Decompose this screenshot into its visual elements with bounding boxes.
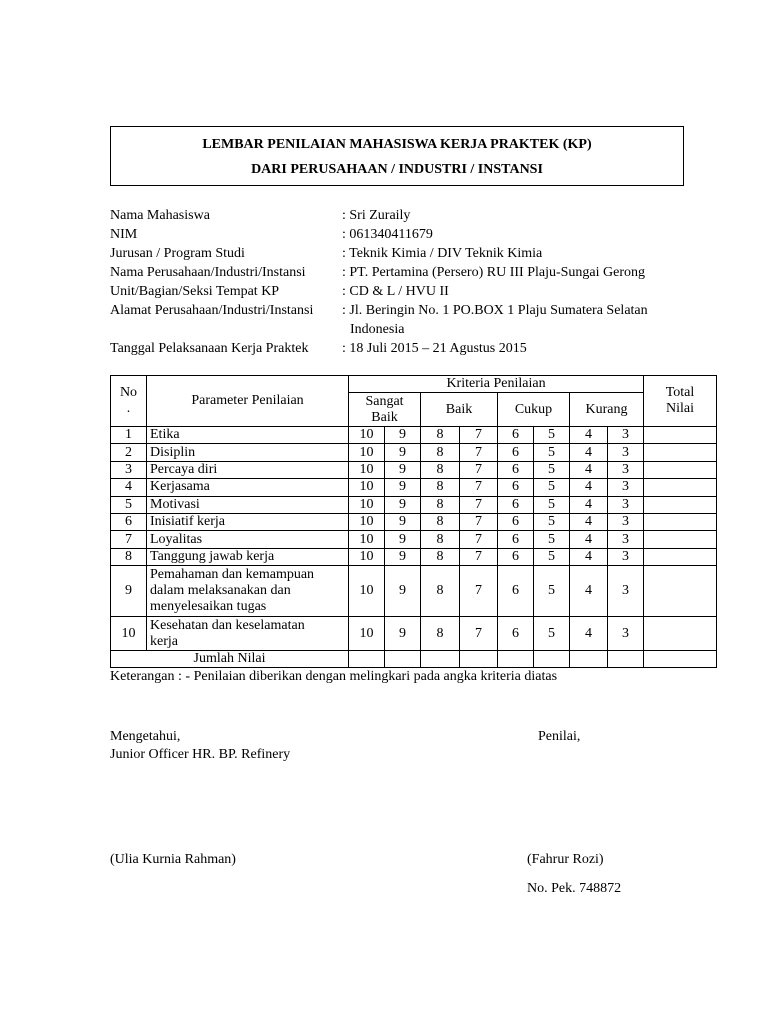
score-cell (460, 479, 498, 496)
total-cell (644, 513, 717, 530)
score-cell-text: 8 (436, 514, 444, 530)
row-parameter-text: Tanggung jawab kerja (150, 548, 275, 564)
info-value (342, 282, 710, 301)
score-cell (570, 479, 608, 496)
row-parameter (147, 496, 349, 513)
score-cell (608, 548, 644, 565)
total-cell (644, 461, 717, 478)
row-number (111, 427, 147, 444)
total-cell (644, 496, 717, 513)
row-number-text: 7 (125, 531, 132, 547)
row-number-text: 3 (125, 461, 132, 477)
row-parameter (147, 566, 349, 617)
row-parameter (147, 513, 349, 530)
score-cell (498, 479, 534, 496)
score-cell (608, 427, 644, 444)
title-line-1: LEMBAR PENILAIAN MAHASISWA KERJA PRAKTEK (KP) (202, 137, 592, 152)
info-value (342, 206, 710, 225)
score-cell-text: 4 (585, 514, 592, 530)
header-no (111, 376, 147, 427)
score-cell (421, 496, 460, 513)
total-cell (644, 548, 717, 565)
keterangan-note: Keterangan : - Penilaian diberikan dengan melingkari pada angka kriteria diatas (110, 669, 558, 684)
score-cell-text: 7 (475, 496, 482, 512)
info-row (110, 225, 710, 244)
score-cell-text: 7 (475, 531, 482, 547)
empty-cell (534, 651, 570, 668)
score-cell-text: 6 (512, 583, 519, 599)
score-cell-text: 5 (548, 531, 555, 547)
score-cell (608, 531, 644, 548)
score-cell (349, 496, 385, 513)
score-cell-text: 10 (359, 625, 374, 641)
score-cell (385, 617, 421, 651)
score-cell-text: 6 (512, 444, 519, 460)
signer-right-name: (Fahrur Rozi) (527, 852, 604, 867)
info-value-continuation: Indonesia (350, 322, 405, 337)
score-cell (534, 444, 570, 461)
row-parameter (147, 444, 349, 461)
row-number (111, 444, 147, 461)
score-cell (385, 548, 421, 565)
header-parameter-text: Parameter Penilaian (191, 393, 304, 408)
score-cell (534, 513, 570, 530)
info-row (110, 263, 710, 282)
score-cell (570, 531, 608, 548)
score-cell (349, 461, 385, 478)
score-cell-text: 7 (475, 514, 482, 530)
student-info (110, 206, 710, 358)
score-cell (498, 444, 534, 461)
row-parameter-text: Motivasi (150, 496, 200, 512)
row-number (111, 531, 147, 548)
table-row (111, 444, 717, 461)
score-cell (498, 461, 534, 478)
score-cell (498, 427, 534, 444)
score-cell-text: 8 (436, 461, 444, 477)
info-value-text: : Jl. Beringin No. 1 PO.BOX 1 Plaju Sumatera Selatan (342, 303, 648, 318)
row-number-text: 4 (125, 479, 132, 495)
score-cell (498, 548, 534, 565)
header-sangat-baik (349, 393, 421, 427)
empty-cell (421, 651, 460, 668)
score-cell (460, 513, 498, 530)
score-cell-text: 9 (399, 625, 406, 641)
score-cell-text: 8 (436, 531, 444, 547)
score-cell-text: 9 (399, 548, 406, 564)
jumlah-nilai-label-text: Jumlah Nilai (193, 651, 266, 667)
info-value-text: : 061340411679 (342, 227, 433, 242)
jabatan-label: Junior Officer HR. BP. Refinery (110, 747, 291, 762)
empty-cell (460, 651, 498, 668)
row-parameter-text: Loyalitas (150, 531, 203, 547)
score-cell-text: 10 (359, 583, 374, 599)
score-cell (460, 461, 498, 478)
score-cell (385, 444, 421, 461)
score-cell (349, 566, 385, 617)
title-box (110, 126, 684, 186)
score-cell-text: 9 (399, 496, 406, 512)
score-cell-text: 10 (359, 427, 374, 443)
score-cell-text: 4 (585, 427, 592, 443)
header-total (644, 376, 717, 427)
score-cell (421, 617, 460, 651)
score-cell-text: 5 (548, 583, 555, 599)
score-cell-text: 10 (359, 496, 374, 512)
total-cell (644, 444, 717, 461)
score-cell (460, 617, 498, 651)
score-cell (421, 548, 460, 565)
header-total-text: Nilai (666, 401, 695, 416)
row-parameter-text: Etika (150, 427, 180, 443)
signer-right-nopek: No. Pek. 748872 (527, 881, 622, 896)
score-cell-text: 9 (399, 479, 406, 495)
table-total-row (111, 651, 717, 668)
signer-left-name: (Ulia Kurnia Rahman) (110, 852, 236, 867)
score-cell-text: 7 (475, 625, 482, 641)
row-parameter (147, 531, 349, 548)
info-label: Alamat Perusahaan/Industri/Instansi (110, 303, 314, 318)
row-parameter-text: Kesehatan dan keselamatan (150, 617, 305, 633)
score-cell-text: 3 (622, 514, 629, 530)
empty-cell (644, 651, 717, 668)
score-cell-text: 4 (585, 548, 592, 564)
info-row (110, 206, 710, 225)
score-cell (534, 427, 570, 444)
score-cell-text: 8 (436, 583, 444, 599)
jumlah-nilai-label (111, 651, 349, 668)
row-number (111, 617, 147, 651)
score-cell-text: 9 (399, 461, 406, 477)
header-parameter (147, 376, 349, 427)
score-cell-text: 7 (475, 461, 482, 477)
info-label: Nama Mahasiswa (110, 208, 210, 223)
score-cell (421, 444, 460, 461)
score-cell (421, 513, 460, 530)
info-row (110, 339, 710, 358)
header-no-text: . (126, 401, 131, 416)
score-cell-text: 4 (585, 461, 592, 477)
total-cell (644, 566, 717, 617)
title-line-2: DARI PERUSAHAAN / INDUSTRI / INSTANSI (251, 162, 543, 177)
table-row (111, 513, 717, 530)
score-cell-text: 6 (512, 531, 519, 547)
score-cell (385, 513, 421, 530)
info-value (342, 263, 710, 282)
score-cell (385, 531, 421, 548)
score-cell-text: 5 (548, 461, 555, 477)
score-cell-text: 10 (359, 531, 374, 547)
score-cell (421, 461, 460, 478)
score-cell-text: 4 (585, 625, 592, 641)
score-cell-text: 3 (622, 444, 629, 460)
score-cell (421, 479, 460, 496)
header-kriteria (349, 376, 644, 393)
score-cell (385, 479, 421, 496)
score-cell-text: 3 (622, 479, 629, 495)
table-row (111, 566, 717, 617)
score-cell-text: 8 (436, 479, 444, 495)
info-label: Tanggal Pelaksanaan Kerja Praktek (110, 341, 309, 356)
score-cell (608, 479, 644, 496)
score-cell-text: 3 (622, 461, 629, 477)
info-row (110, 301, 710, 339)
score-cell (608, 444, 644, 461)
score-cell-text: 9 (399, 444, 406, 460)
score-cell (349, 531, 385, 548)
score-cell-text: 5 (548, 625, 555, 641)
score-cell (534, 479, 570, 496)
score-cell (498, 531, 534, 548)
empty-cell (570, 651, 608, 668)
score-cell-text: 8 (436, 444, 444, 460)
row-parameter-text: Pemahaman dan kemampuan (150, 567, 315, 583)
header-kurang (570, 393, 644, 427)
table-row (111, 548, 717, 565)
score-cell (349, 444, 385, 461)
total-cell (644, 617, 717, 651)
score-cell-text: 7 (475, 548, 482, 564)
score-cell (498, 496, 534, 513)
score-cell-text: 5 (548, 444, 555, 460)
score-cell (498, 566, 534, 617)
score-cell-text: 5 (548, 496, 555, 512)
score-cell (349, 479, 385, 496)
score-cell (608, 496, 644, 513)
score-cell (534, 496, 570, 513)
score-cell (570, 427, 608, 444)
info-value (342, 244, 710, 263)
row-number-text: 2 (125, 444, 132, 460)
score-cell (570, 548, 608, 565)
score-cell-text: 5 (548, 479, 555, 495)
score-cell (534, 531, 570, 548)
total-cell (644, 427, 717, 444)
header-total-text: Total (665, 385, 695, 400)
info-label: Unit/Bagian/Seksi Tempat KP (110, 284, 280, 299)
score-cell-text: 6 (512, 514, 519, 530)
row-parameter (147, 427, 349, 444)
score-cell (534, 548, 570, 565)
row-number (111, 496, 147, 513)
row-parameter-text: menyelesaikan tugas (150, 599, 267, 615)
score-cell (460, 496, 498, 513)
score-cell-text: 9 (399, 427, 406, 443)
empty-cell (349, 651, 385, 668)
header-kriteria-text: Kriteria Penilaian (446, 376, 546, 391)
score-cell-text: 8 (436, 548, 444, 564)
row-number (111, 566, 147, 617)
score-cell-text: 7 (475, 479, 482, 495)
score-cell-text: 6 (512, 479, 519, 495)
score-cell (534, 617, 570, 651)
header-no-text: No (119, 385, 138, 400)
score-cell (460, 427, 498, 444)
score-cell-text: 8 (436, 496, 444, 512)
score-cell-text: 3 (622, 427, 629, 443)
header-sangat-baik-text: Baik (371, 409, 398, 425)
table-row (111, 531, 717, 548)
info-label: Nama Perusahaan/Industri/Instansi (110, 265, 306, 280)
score-cell-text: 6 (512, 548, 519, 564)
score-cell-text: 10 (359, 548, 374, 564)
header-sangat-baik-text: Sangat (365, 393, 404, 409)
score-cell-text: 7 (475, 583, 482, 599)
score-cell-text: 5 (548, 427, 555, 443)
info-value (342, 301, 710, 339)
row-number-text: 9 (125, 583, 132, 599)
score-cell (570, 461, 608, 478)
score-cell-text: 10 (359, 514, 374, 530)
penilai-label: Penilai, (538, 729, 581, 744)
row-number-text: 5 (125, 496, 132, 512)
score-cell-text: 4 (585, 531, 592, 547)
score-cell (460, 444, 498, 461)
header-cukup-text: Cukup (514, 401, 553, 417)
info-label: NIM (110, 227, 138, 242)
score-cell-text: 10 (359, 479, 374, 495)
info-value (342, 339, 710, 358)
score-cell-text: 6 (512, 625, 519, 641)
info-row (110, 282, 710, 301)
score-cell (498, 617, 534, 651)
score-cell-text: 10 (359, 444, 374, 460)
score-cell-text: 6 (512, 496, 519, 512)
empty-cell (498, 651, 534, 668)
score-cell (421, 427, 460, 444)
row-number-text: 1 (125, 427, 132, 443)
assessment-table (110, 375, 717, 668)
score-cell-text: 4 (585, 583, 592, 599)
score-cell (385, 427, 421, 444)
score-cell-text: 7 (475, 427, 482, 443)
total-cell (644, 531, 717, 548)
score-cell-text: 4 (585, 496, 592, 512)
score-cell-text: 3 (622, 531, 629, 547)
row-number (111, 513, 147, 530)
score-cell (570, 496, 608, 513)
row-parameter-text: Kerjasama (150, 479, 210, 495)
score-cell (608, 617, 644, 651)
info-value-text: : PT. Pertamina (Persero) RU III Plaju-Sungai Gerong (342, 265, 646, 280)
score-cell (608, 566, 644, 617)
score-cell (460, 566, 498, 617)
table-row (111, 617, 717, 651)
row-parameter-text: Percaya diri (150, 461, 218, 477)
score-cell-text: 4 (585, 479, 592, 495)
score-cell-text: 3 (622, 625, 629, 641)
score-cell (385, 566, 421, 617)
table-row (111, 479, 717, 496)
score-cell-text: 6 (512, 461, 519, 477)
score-cell-text: 4 (585, 444, 592, 460)
score-cell (349, 617, 385, 651)
header-baik (421, 393, 498, 427)
score-cell (498, 513, 534, 530)
score-cell (349, 548, 385, 565)
score-cell-text: 3 (622, 548, 629, 564)
score-cell (534, 566, 570, 617)
score-cell-text: 8 (436, 427, 444, 443)
empty-cell (385, 651, 421, 668)
row-parameter (147, 548, 349, 565)
row-number (111, 461, 147, 478)
score-cell-text: 10 (359, 461, 374, 477)
row-number (111, 479, 147, 496)
row-parameter-text: Inisiatif kerja (150, 514, 226, 530)
score-cell (421, 531, 460, 548)
row-number-text: 6 (125, 514, 132, 530)
row-parameter-text: Disiplin (150, 444, 196, 460)
table-row (111, 461, 717, 478)
info-value (342, 225, 710, 244)
total-cell (644, 479, 717, 496)
score-cell (460, 548, 498, 565)
score-cell-text: 8 (436, 625, 444, 641)
score-cell-text: 5 (548, 548, 555, 564)
header-baik-text: Baik (445, 401, 473, 417)
score-cell-text: 9 (399, 514, 406, 530)
row-parameter-text: dalam melaksanakan dan (150, 583, 291, 599)
row-number-text: 10 (121, 625, 136, 641)
score-cell (349, 427, 385, 444)
info-value-text: : Teknik Kimia / DIV Teknik Kimia (342, 246, 543, 261)
score-cell (570, 617, 608, 651)
header-kurang-text: Kurang (585, 401, 628, 417)
info-value-text: : Sri Zuraily (342, 208, 411, 223)
score-cell (421, 566, 460, 617)
score-cell (570, 566, 608, 617)
score-cell (385, 496, 421, 513)
score-cell-text: 5 (548, 514, 555, 530)
table-header-row (111, 376, 717, 393)
score-cell (570, 513, 608, 530)
row-parameter (147, 479, 349, 496)
score-cell-text: 9 (399, 531, 406, 547)
score-cell (608, 513, 644, 530)
info-value-text: : CD & L / HVU II (342, 284, 449, 299)
row-number-text: 8 (125, 548, 132, 564)
score-cell (460, 531, 498, 548)
score-cell-text: 9 (399, 583, 406, 599)
score-cell-text: 3 (622, 496, 629, 512)
header-cukup (498, 393, 570, 427)
info-value-text: : 18 Juli 2015 – 21 Agustus 2015 (342, 341, 527, 356)
row-parameter (147, 617, 349, 651)
score-cell (608, 461, 644, 478)
row-parameter (147, 461, 349, 478)
score-cell (534, 461, 570, 478)
row-number (111, 548, 147, 565)
row-parameter-text: kerja (150, 633, 178, 649)
score-cell (385, 461, 421, 478)
table-row (111, 427, 717, 444)
table-row (111, 496, 717, 513)
score-cell-text: 7 (475, 444, 482, 460)
score-cell-text: 3 (622, 583, 629, 599)
score-cell (570, 444, 608, 461)
empty-cell (608, 651, 644, 668)
score-cell (349, 513, 385, 530)
info-label: Jurusan / Program Studi (110, 246, 245, 261)
info-row (110, 244, 710, 263)
score-cell-text: 6 (512, 427, 519, 443)
mengetahui-label: Mengetahui, (110, 729, 181, 744)
